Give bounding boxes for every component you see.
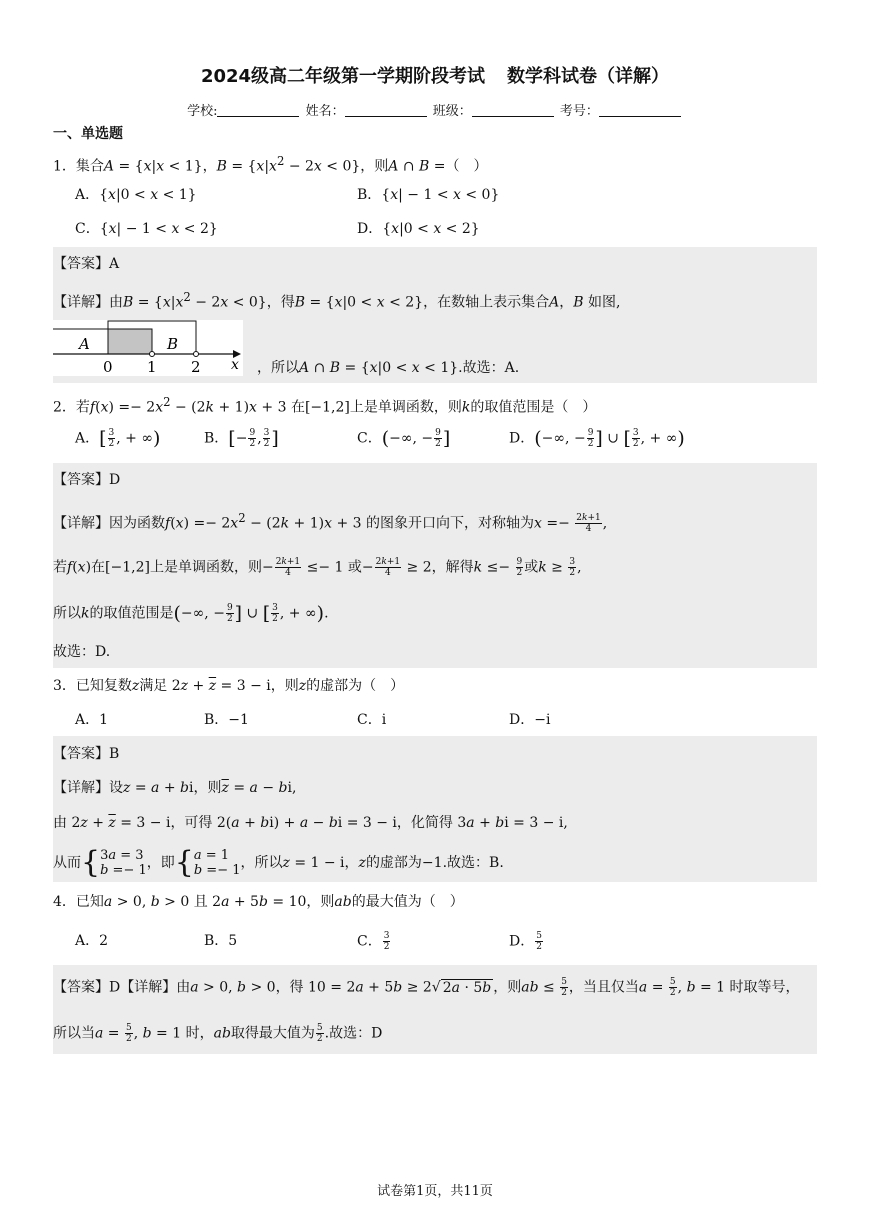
name-blank <box>345 104 427 117</box>
q3-option-d[interactable]: D．−i <box>509 712 551 728</box>
q3-detail-line-3: 从而{3a = 3 b =− 1，即{a = 1 b =− 1，所以z = 1 − i，z的虚部为−1.故选：B. <box>53 845 504 880</box>
q1-option-d[interactable]: D．{x|0 < x < 2} <box>357 221 480 237</box>
school-blank <box>217 104 299 117</box>
page-footer: 试卷第1页，共11页 <box>377 1184 493 1199</box>
name-label: 姓名： <box>305 104 345 119</box>
q1-option-b[interactable]: B．{x| − 1 < x < 0} <box>357 187 500 203</box>
q4-option-c[interactable]: C． $\frac{3}{2}$ <box>357 931 390 952</box>
q2-final: 故选：D. <box>53 644 111 660</box>
q4-option-a[interactable]: A．2 <box>75 933 109 949</box>
q2-option-c[interactable]: C．(−∞, − $\frac{9}{2}$ ] <box>357 427 451 450</box>
q3-detail-line-1: 【详解】设z = a + bi，则$\overline{z} = a$ − bi, <box>53 780 297 796</box>
q2-option-a[interactable]: A．[ $\frac{3}{2}$ , + ∞) <box>75 427 161 450</box>
q3-detail-line-2: 由 $2z + \overline{z} = 3 - i$，可得 2(a + bi) + a − bi = 3 − i，化简得 3a + bi = 3 − i, <box>53 815 568 831</box>
q1-conclusion: ，所以A ∩ B = {x|0 < x < 1}.故选：A. <box>257 360 520 376</box>
section-title: 一、单选题 <box>53 126 123 142</box>
axis-label-a: A <box>79 335 90 353</box>
q4-detail-line-1: 【答案】D【详解】由a > 0, b > 0，得 10 = 2a + 5b ≥ 2√ 2a · 5b ，则ab ≤ $\frac{5}{2}$ ，当且仅当a = $\frac{5}{2}$ , b = 1 时取等号， <box>53 977 800 998</box>
page-title: 2024级高二年级第一学期阶段考试 数学科试卷（详解） <box>200 66 670 87</box>
q4-option-b[interactable]: B．5 <box>204 933 238 949</box>
q2-answer: 【答案】D <box>53 472 121 488</box>
q2-stem: 2．若$f(x) =- 2x^2 - (2k + 1)x + 3$ 在[−1,2]上是单调函数，则k的取值范围是（ ） <box>53 395 597 416</box>
axis-label-b: B <box>167 335 179 353</box>
q3-option-c[interactable]: C．i <box>357 712 387 728</box>
exam-no-blank <box>599 104 681 117</box>
axis-label-x: x <box>231 357 239 373</box>
axis-tick-1: 1 <box>147 358 157 376</box>
q2-detail-line-3: 所以k的取值范围是(−∞, − $\frac{9}{2}$ ] ∪ [ $\frac{3}{2}$ , + ∞). <box>53 602 329 625</box>
q2-detail-line-1: 【详解】因为函数$f(x) =- 2x^2 - (2k + 1)x + 3$ 的图象开口向下，对称轴为x =− $\frac{2k+1}{4}$ , <box>53 511 608 535</box>
q3-stem: 3．已知复数z满足 $2z + \overline{z} = 3 - i$，则z的虚部为（ ） <box>53 678 405 694</box>
number-line-figure <box>53 320 243 376</box>
q1-option-c[interactable]: C．{x| − 1 < x < 2} <box>75 221 218 237</box>
q4-option-d[interactable]: D． $\frac{5}{2}$ <box>509 931 542 952</box>
school-label: 学校: <box>187 104 218 119</box>
q2-option-b[interactable]: B．[− $\frac{9}{2}$ , $\frac{3}{2}$ ] <box>204 427 279 450</box>
q2-option-d[interactable]: D．(−∞, − $\frac{9}{2}$ ] ∪ [ $\frac{3}{2}$ , + ∞) <box>509 427 685 450</box>
axis-tick-2: 2 <box>191 358 201 376</box>
q3-answer: 【答案】B <box>53 746 120 762</box>
q1-answer: 【答案】A <box>53 256 120 272</box>
q2-detail-line-2: 若f(x)在[−1,2]上是单调函数，则− $\frac{2k+1}{4}$ ≤− 1 或− $\frac{2k+1}{4}$ ≥ 2，解得k ≤− $\frac{9}{2}$ 或k ≥ $\frac{3}{2}$ , <box>53 557 582 578</box>
q3-option-a[interactable]: A．1 <box>75 712 109 728</box>
q4-detail-line-2: 所以当a = $\frac{5}{2}$ , b = 1 时，ab取得最大值为 $\frac{5}{2}$ .故选：D <box>53 1023 383 1044</box>
q1-stem: 1．集合A = {x|x < 1}，$B = \{x|x^2 - 2x < 0\}$，则A ∩ B =（ ） <box>53 154 488 175</box>
q1-detail: 【详解】由$B = \{x|x^2 - 2x < 0\}$，得B = {x|0 < x < 2}，在数轴上表示集合A，B 如图, <box>53 290 621 311</box>
q3-option-b[interactable]: B．−1 <box>204 712 249 728</box>
class-label: 班级： <box>432 104 472 119</box>
class-blank <box>472 104 554 117</box>
q1-option-a[interactable]: A．{x|0 < x < 1} <box>75 187 197 203</box>
axis-tick-0: 0 <box>103 358 113 376</box>
q4-stem: 4．已知a > 0, b > 0 且 2a + 5b = 10，则ab的最大值为（ ） <box>53 894 464 910</box>
student-info-line <box>0 100 870 119</box>
exam-no-label: 考号： <box>559 104 599 119</box>
